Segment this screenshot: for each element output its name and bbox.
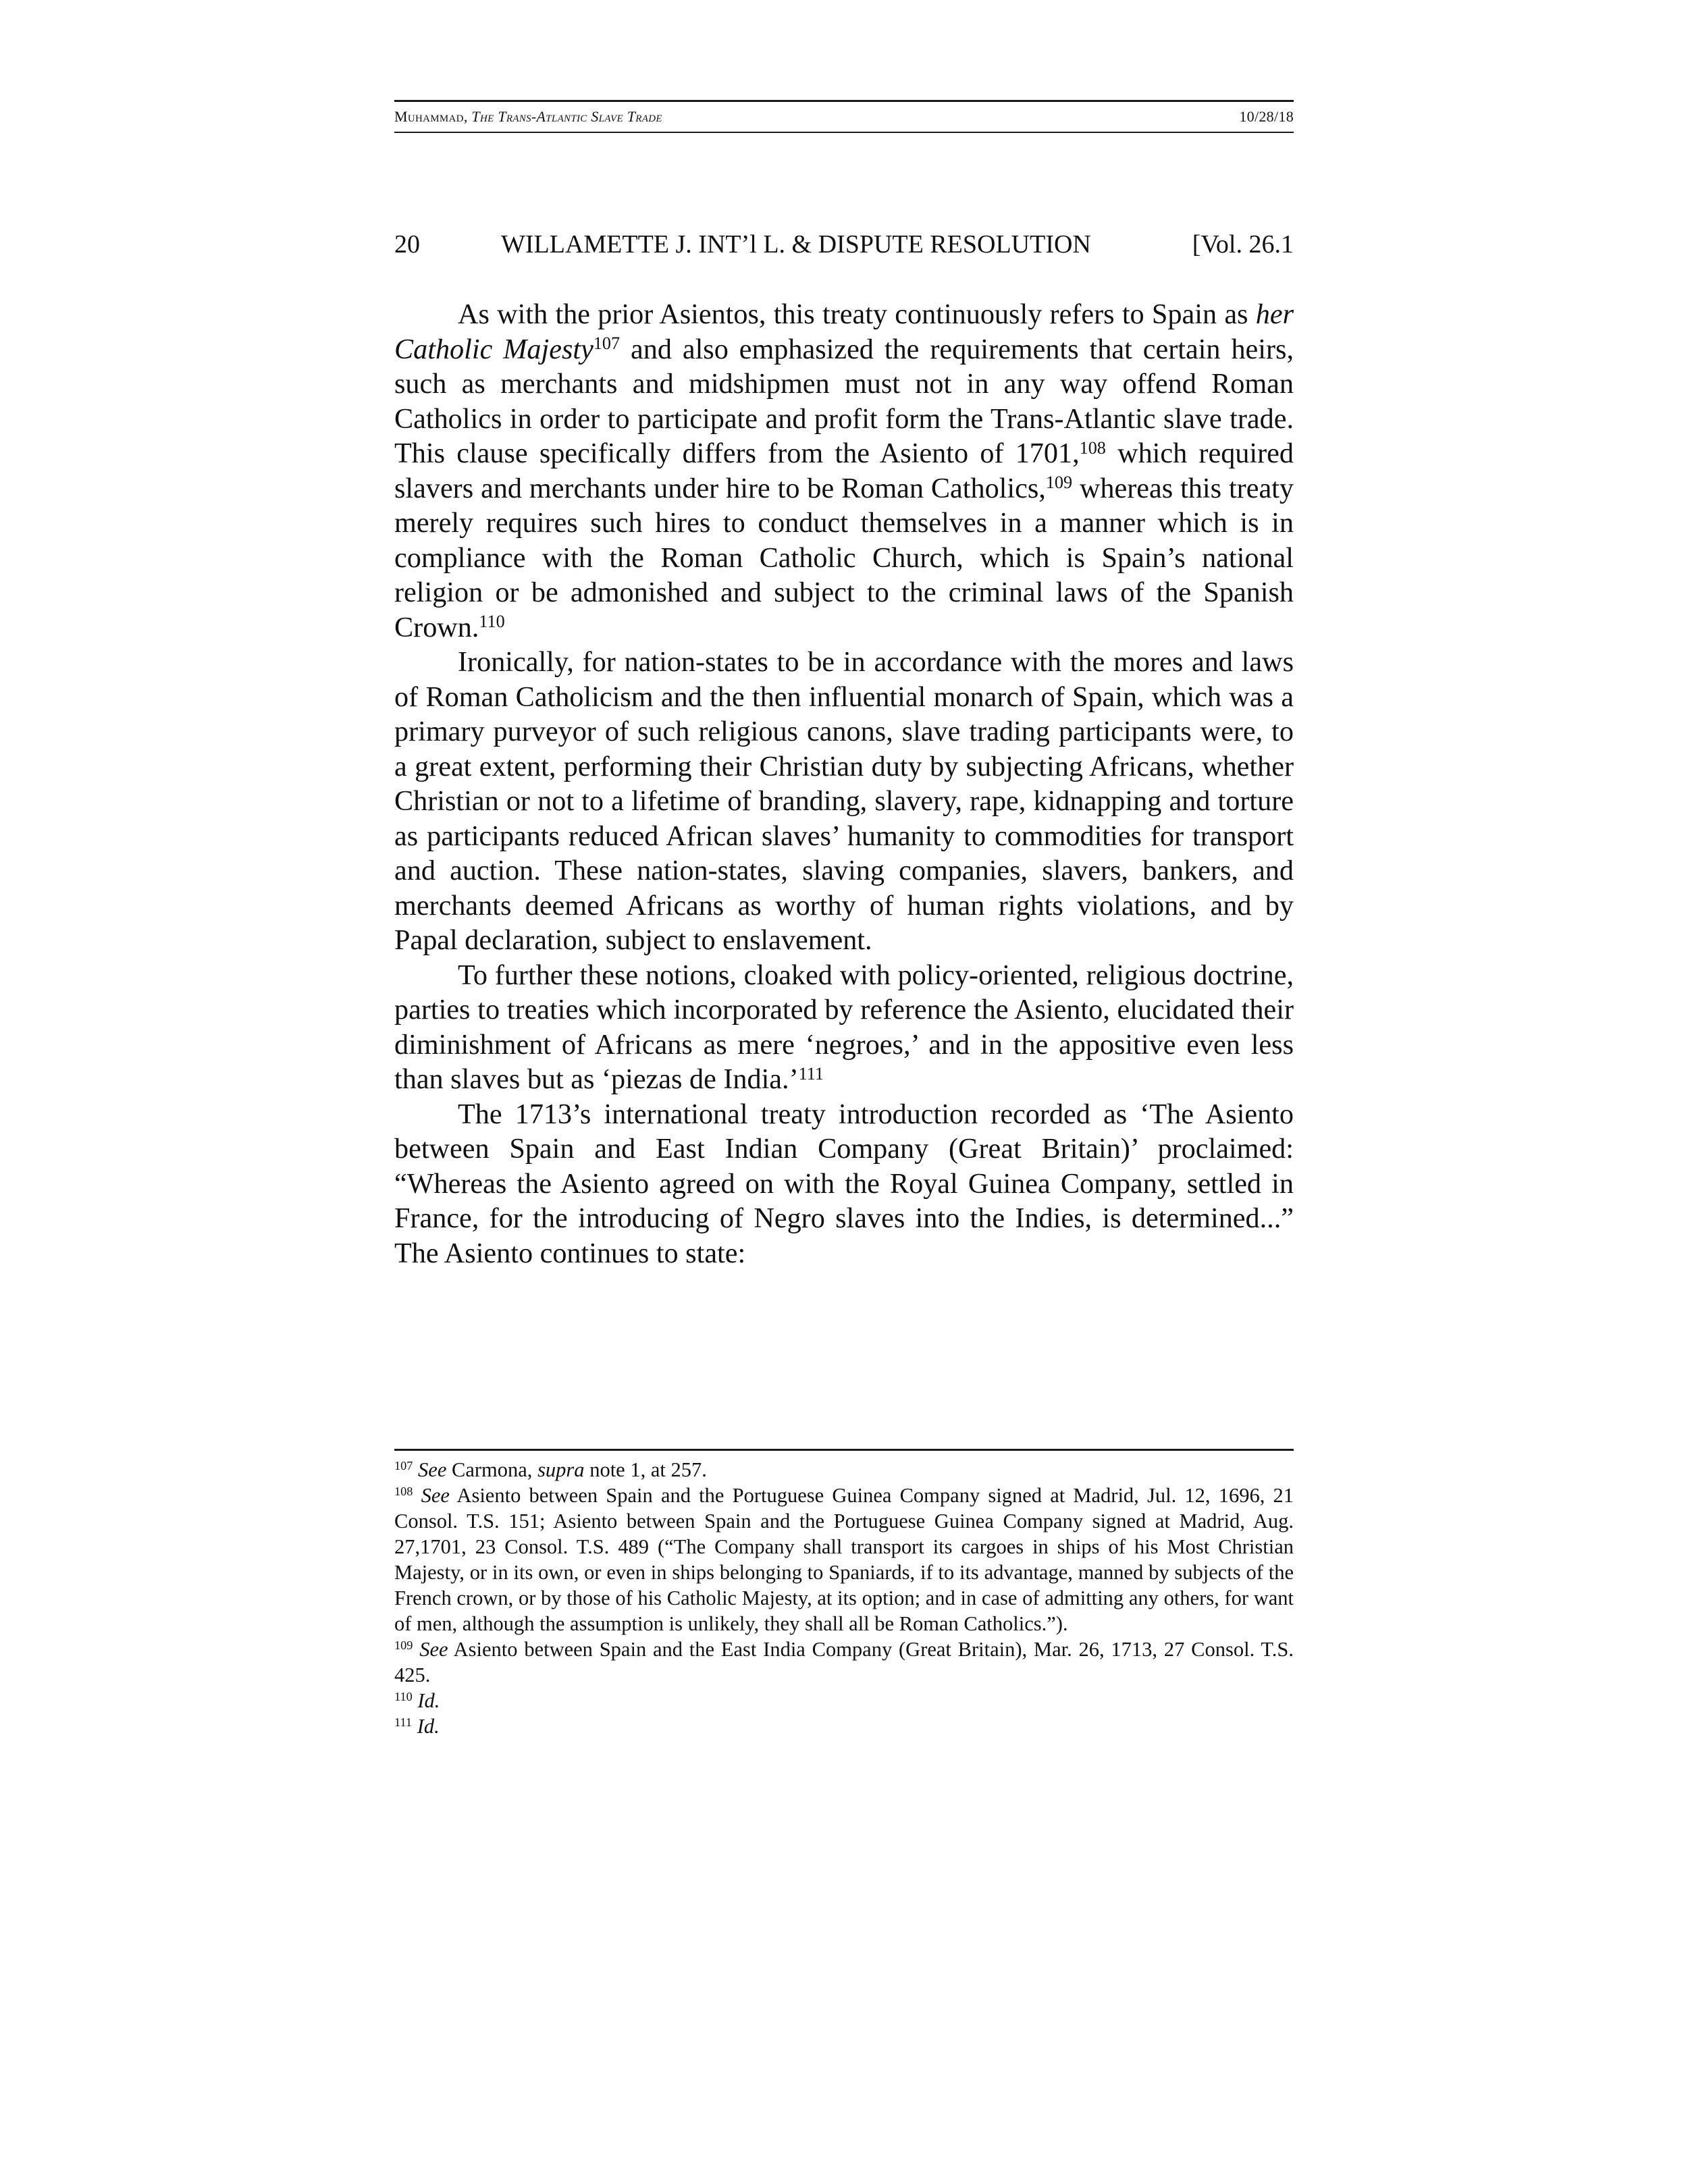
signal-see: See bbox=[419, 1638, 448, 1661]
footnote-text: note 1, at 257. bbox=[584, 1458, 707, 1481]
footnote-ref-110[interactable]: 110 bbox=[479, 612, 505, 632]
running-head-author: Muhammad bbox=[394, 108, 464, 125]
p1-text-d: which required slavers and merchants under hire to be Roman Catholics, bbox=[394, 437, 1294, 504]
p3-text: To further these notions, cloaked with policy-oriented, religious doctrine, parties to treaties which incorporated by reference the Asiento, elucidated their diminishment of Africans as mere ‘negroes,’ and in the appositive even less than slaves but as ‘piezas de India.’ bbox=[394, 959, 1294, 1095]
running-head-title bbox=[394, 108, 662, 126]
running-head-separator: , bbox=[463, 108, 472, 125]
footnote-ref-108[interactable]: 108 bbox=[1079, 437, 1106, 458]
footnote-text: Asiento between Spain and the Portuguese Guinea Company signed at Madrid, Jul. 12, 1696, 21 Consol. T.S. 151; Asiento between Spain and the Portuguese Guinea Company signed at Madrid, Aug. 27,1701, 23 Consol. T.S. 489 (“The Company shall transport its cargoes in ships of his Most Christian Majesty, or in its own, or even in ships belonging to Spaniards, if to its advantage, manned by subjects of the French crown, or by those of his Catholic Majesty, at its option; and in case of admitting any others, for want of men, although the assumption is unlikely, they shall all be Roman Catholics.”). bbox=[394, 1484, 1294, 1635]
body-text bbox=[394, 297, 1294, 1271]
footnote-number: 108 bbox=[394, 1484, 413, 1498]
journal-title: WILLAMETTE J. INT’l L. & DISPUTE RESOLUTION bbox=[501, 230, 1091, 259]
footnote-107 bbox=[394, 1457, 1294, 1483]
page-number: 20 bbox=[394, 230, 420, 259]
paragraph-1 bbox=[394, 297, 1294, 645]
footnote-number: 111 bbox=[394, 1715, 413, 1729]
running-head-article-title: The Trans-Atlantic Slave Trade bbox=[471, 108, 662, 125]
footnote-divider bbox=[394, 1449, 1294, 1451]
footnote-text: Asiento between Spain and the East India Company (Great Britain), Mar. 26, 1713, 27 Consol. T.S. 425. bbox=[394, 1638, 1294, 1686]
p1-text-c: and also emphasized the requirements that certain heirs, such as merchants and midshipmen must not in any way offend Roman Catholics in order to participate and profit form the Trans-Atlantic slave trade. This clause specifically differs from the Asiento of 1701, bbox=[394, 333, 1294, 469]
signal-supra: supra bbox=[537, 1458, 585, 1481]
paragraph-4: The 1713’s international treaty introduction recorded as ‘The Asiento between Spain and East Indian Company (Great Britain)’ proclaimed: “Whereas the Asiento agreed on with the Royal Guinea Company, settled in France, for the introducing of Negro slaves into the Indies, is determined...” The Asiento continues to state: bbox=[394, 1098, 1294, 1269]
paragraph-2: Ironically, for nation-states to be in accordance with the mores and laws of Roman Catholicism and the then influential monarch of Spain, which was a primary purveyor of such religious canons, slave trading participants were, to a great extent, performing their Christian duty by subjecting Africans, whether Christian or not to a lifetime of branding, slavery, rape, kidnapping and torture as participants reduced African slaves’ humanity to commodities for transport and auction. These nation-states, slaving companies, slavers, bankers, and merchants deemed Africans as worthy of human rights violations, and by Papal declaration, subject to enslavement. bbox=[394, 646, 1294, 956]
footnotes bbox=[394, 1457, 1294, 1739]
footnote-number: 109 bbox=[394, 1638, 413, 1652]
footnote-110 bbox=[394, 1688, 1294, 1713]
p1-text-a: As with the prior Asientos, this treaty continuously refers to Spain as bbox=[458, 298, 1256, 330]
page-header bbox=[394, 225, 1294, 263]
running-head-date: 10/28/18 bbox=[1239, 108, 1294, 125]
signal-id: Id. bbox=[417, 1689, 440, 1712]
footnote-ref-107[interactable]: 107 bbox=[593, 334, 621, 354]
volume-label: [Vol. 26.1 bbox=[1192, 230, 1294, 259]
footnote-text: Carmona, bbox=[446, 1458, 538, 1481]
p1-italic-phrase: her Catholic Majesty bbox=[394, 298, 1294, 365]
footnote-109 bbox=[394, 1636, 1294, 1688]
p1-text-e: whereas this treaty merely requires such hires to conduct themselves in a manner which is in compliance with the Roman Catholic Church, which is Spain’s national religion or be admonished and subject to the criminal laws of the Spanish Crown. bbox=[394, 472, 1294, 643]
signal-see: See bbox=[421, 1484, 450, 1507]
signal-id: Id. bbox=[417, 1715, 440, 1738]
footnote-111 bbox=[394, 1713, 1294, 1739]
footnote-ref-111[interactable]: 111 bbox=[798, 1063, 824, 1084]
footnote-ref-109[interactable]: 109 bbox=[1045, 473, 1073, 493]
signal-see: See bbox=[418, 1458, 447, 1481]
footnote-number: 110 bbox=[394, 1689, 413, 1703]
paragraph-3 bbox=[394, 958, 1294, 1097]
running-head bbox=[394, 100, 1294, 133]
footnote-108 bbox=[394, 1483, 1294, 1636]
footnote-number: 107 bbox=[394, 1458, 413, 1472]
